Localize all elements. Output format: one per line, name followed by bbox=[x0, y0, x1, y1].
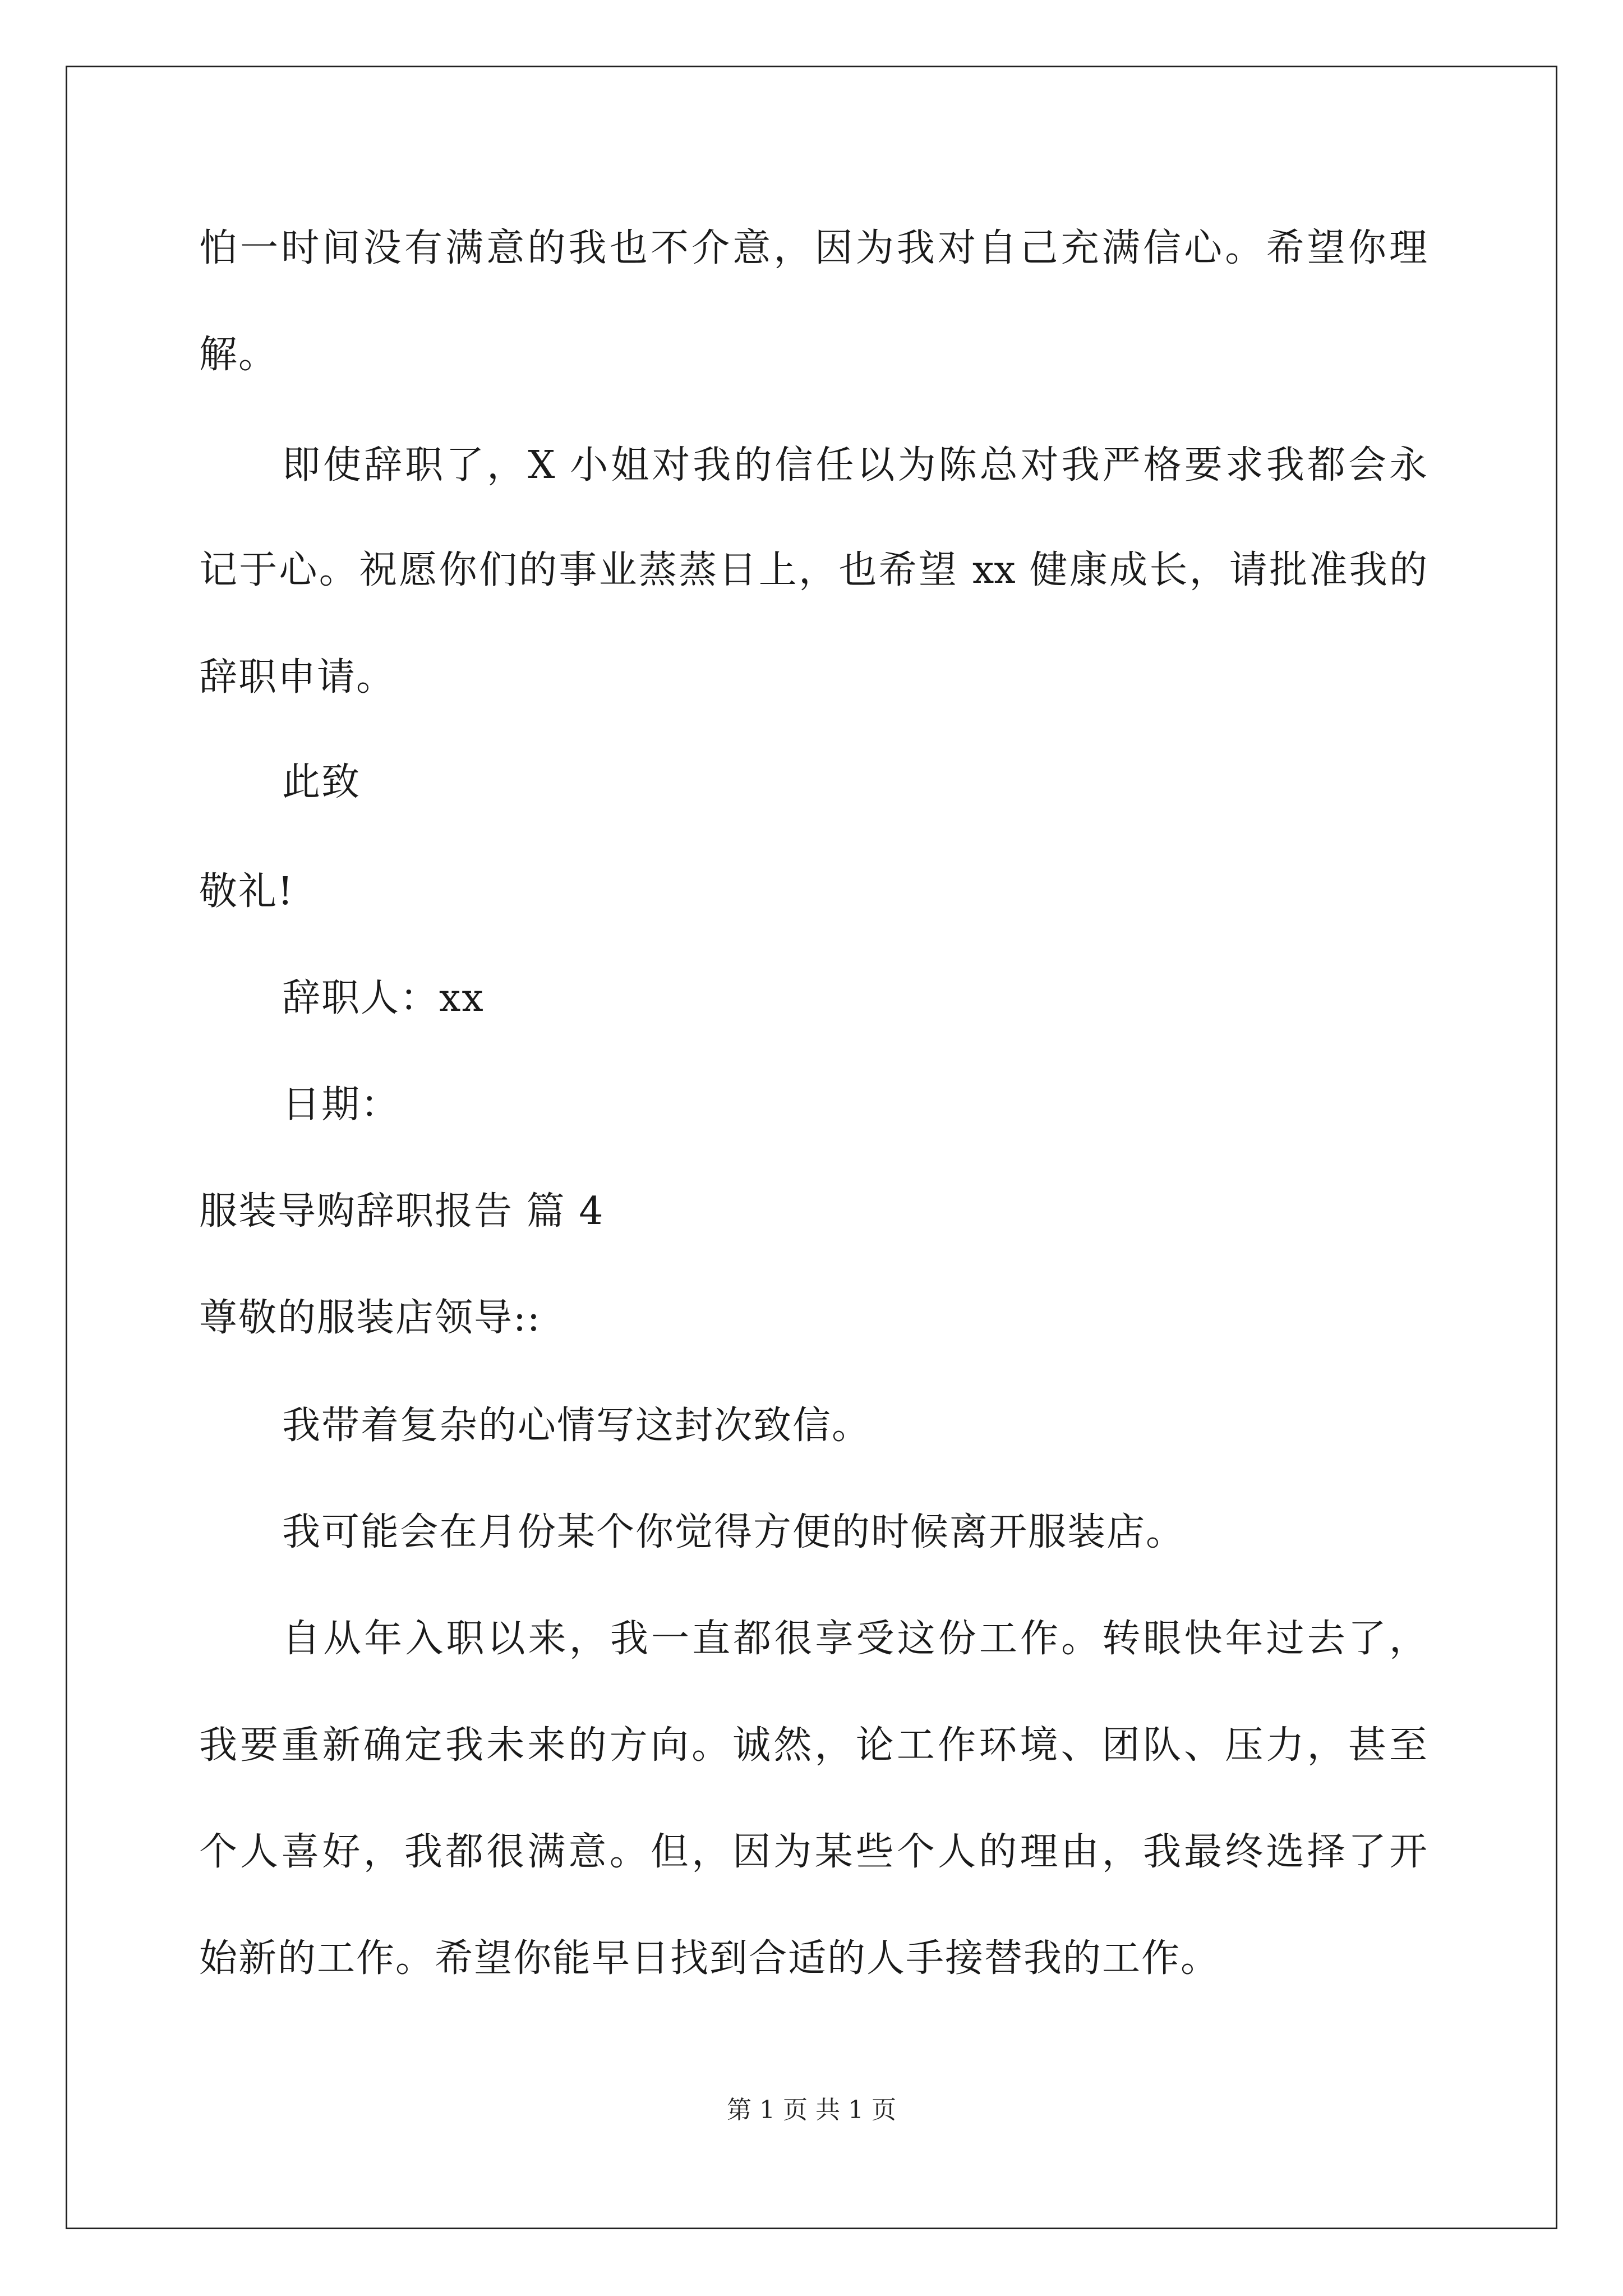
paragraph-line: 始新的工作。希望你能早日找到合适的人手接替我的工作。 bbox=[199, 1936, 1220, 1981]
date-line: 日期： bbox=[282, 1083, 400, 1127]
paragraph-line: 辞职申请。 bbox=[199, 655, 396, 700]
section-heading: 服装导购辞职报告 篇 4 bbox=[199, 1189, 605, 1234]
page-number-footer: 第 1 页 共 1 页 bbox=[727, 2096, 896, 2124]
page-border bbox=[66, 66, 1557, 2229]
paragraph-line: 我可能会在月份某个你觉得方便的时候离开服装店。 bbox=[282, 1510, 1186, 1554]
paragraph-line: 我要重新确定我未来的方向。诚然，论工作环境、团队、压力，甚至 bbox=[199, 1723, 1427, 1768]
signature-line: 辞职人：xx bbox=[282, 976, 485, 1020]
paragraph-line: 记于心。祝愿你们的事业蒸蒸日上，也希望 xx 健康成长，请批准我的 bbox=[199, 548, 1427, 592]
greeting-line: 尊敬的服装店领导:: bbox=[199, 1296, 541, 1340]
paragraph-line: 自从年入职以来，我一直都很享受这份工作。转眼快年过去了， bbox=[282, 1617, 1427, 1661]
paragraph-line: 即使辞职了，X 小姐对我的信任以为陈总对我严格要求我都会永 bbox=[282, 443, 1427, 487]
salutation-line: 敬礼! bbox=[199, 869, 294, 914]
paragraph-line: 我带着复杂的心情写这封次致信。 bbox=[282, 1404, 872, 1448]
paragraph-line: 解。 bbox=[199, 333, 278, 377]
paragraph-line: 怕一时间没有满意的我也不介意，因为我对自己充满信心。希望你理 bbox=[199, 226, 1427, 270]
closing-line: 此致 bbox=[282, 760, 361, 804]
paragraph-line: 个人喜好，我都很满意。但，因为某些个人的理由，我最终选择了开 bbox=[199, 1830, 1427, 1874]
